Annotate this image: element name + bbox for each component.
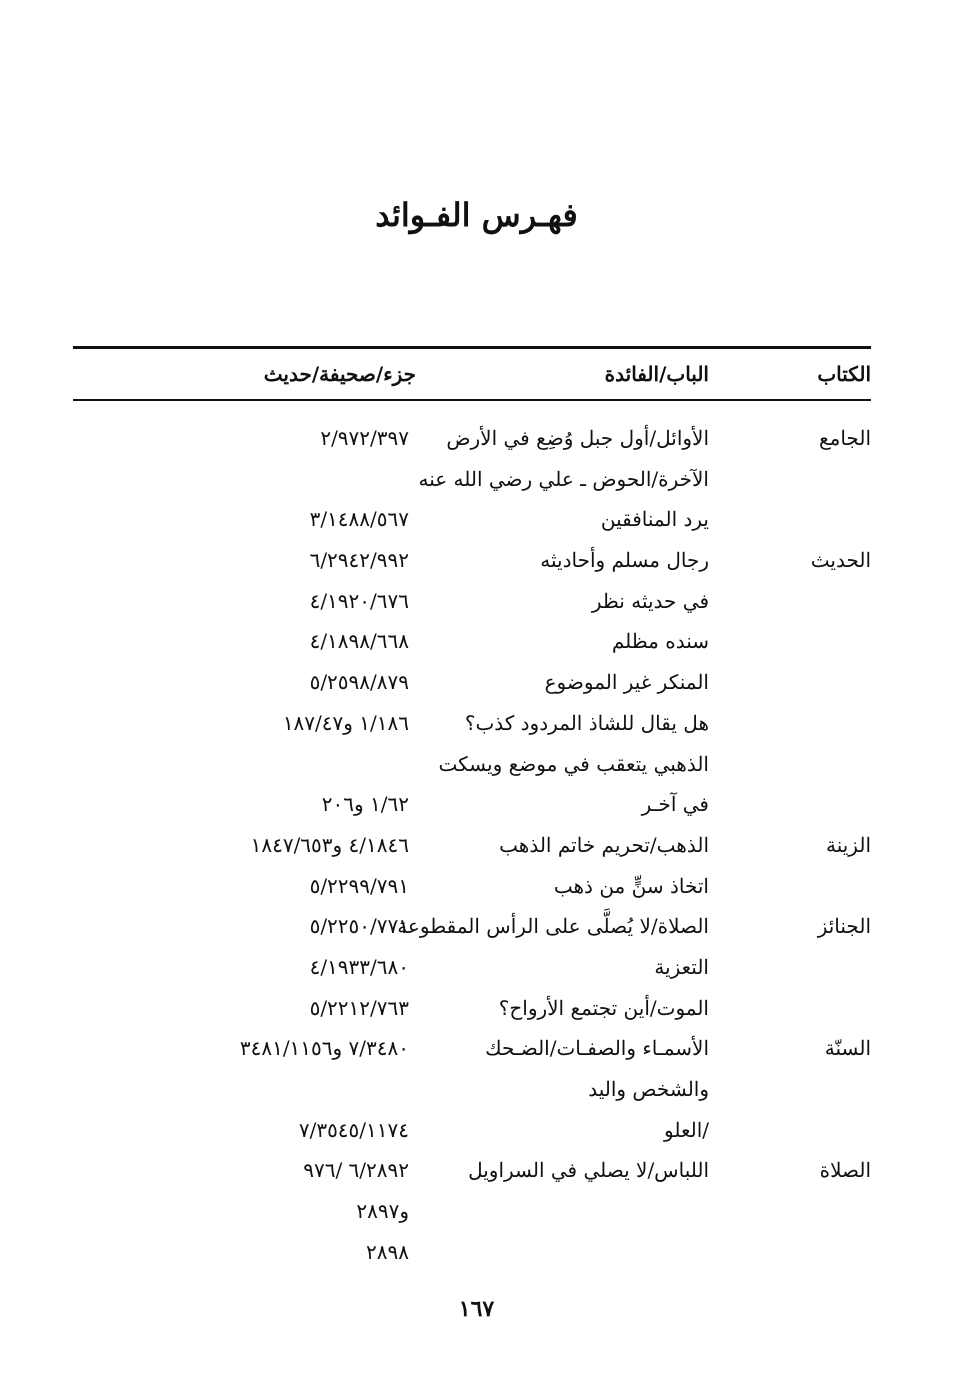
row-ref: ٦/٢٩٤٢/٩٩٢ [309, 548, 409, 573]
header-ref: جزء/صحيفة/حديث [263, 362, 416, 386]
table-row [73, 988, 871, 1029]
row-book: الصلاة [819, 1158, 871, 1183]
table-row [73, 784, 871, 825]
row-ref: ٣/١٤٨٨/٥٦٧ [309, 507, 409, 532]
row-topic: الأسمـاء والصفـات/الضـحك [485, 1036, 709, 1061]
row-topic: اتخاذ سنٍّ من ذهب [553, 873, 709, 898]
row-topic: الصلاة/لا يُصلَّى على الرأس المقطوعة [397, 914, 709, 939]
table-row [73, 581, 871, 622]
table-row [73, 744, 871, 785]
row-ref: ٤/١٩٣٣/٦٨٠ [309, 954, 409, 979]
table-row [73, 947, 871, 988]
table-row [73, 866, 871, 907]
table-row [73, 540, 871, 581]
row-ref: ١/١٨٦ و١٨٧/٤٧ [282, 710, 409, 735]
row-topic: الذهبي يتعقب في موضع ويسكت [438, 751, 709, 776]
table-row [73, 703, 871, 744]
table-row [73, 1028, 871, 1069]
page-title: فهـرس الفـوائد [375, 196, 578, 234]
row-topic: في آخـر [641, 792, 709, 817]
row-ref: ١/٦٢ و٢٠٦ [321, 792, 409, 817]
table-row [73, 662, 871, 703]
row-book: الجنائز [817, 914, 871, 939]
row-topic: اللباس/لا يصلي في السراويل [468, 1158, 709, 1183]
row-book: الزينة [825, 832, 871, 857]
table-row [73, 1191, 871, 1232]
table-row [73, 621, 871, 662]
row-book: السنّة [824, 1036, 871, 1061]
row-topic: الذهب/تحريم خاتم الذهب [499, 832, 709, 857]
row-ref: ٥/٢٢٥٠/٧٧١ [309, 914, 409, 939]
table-row [73, 499, 871, 540]
table-row [73, 825, 871, 866]
row-ref: ٧/٣٤٨٠ و٣٤٨١/١١٥٦ [239, 1036, 409, 1061]
row-topic: الآخرة/الحوض ـ علي رضي الله عنه [418, 466, 709, 491]
row-topic: سنده مظلم [611, 629, 709, 654]
table-body [73, 418, 871, 1272]
table-row [73, 906, 871, 947]
row-topic: رجال مسلم وأحاديثه [540, 548, 709, 573]
table-top-rule [73, 346, 871, 349]
row-topic: في حديثه نظر [591, 588, 709, 613]
row-book: الحديث [810, 548, 871, 573]
row-topic: يرد المنافقين [600, 507, 709, 532]
table-row [73, 1110, 871, 1151]
row-topic: التعزية [654, 954, 709, 979]
row-topic: هل يقال للشاذ المردود كذب؟ [464, 710, 709, 735]
table-row [73, 418, 871, 459]
header-book: الكتاب [817, 362, 871, 386]
row-topic: والشخص واليد [588, 1077, 709, 1101]
row-topic: /العلو [664, 1117, 709, 1142]
row-ref: ٤/١٨٩٨/٦٦٨ [309, 629, 409, 654]
row-topic: المنكر غير الموضوع [544, 670, 709, 695]
header-topic: الباب/الفائدة [604, 362, 709, 386]
table-header [73, 352, 871, 396]
table-row [73, 1232, 871, 1273]
page-number: ١٦٧ [458, 1296, 495, 1322]
table-row [73, 1150, 871, 1191]
table-header-rule [73, 399, 871, 401]
table-row [73, 459, 871, 500]
row-ref: ٤/١٨٤٦ و١٨٤٧/٦٥٣ [250, 832, 409, 857]
row-ref: ٢٨٩٨ [366, 1239, 409, 1264]
row-ref: ٧/٣٥٤٥/١١٧٤ [298, 1117, 409, 1142]
row-ref: ٦/٢٨٩٢ /٩٧٦ [303, 1158, 409, 1183]
row-topic: الأوائل/أول جبل وُضِع في الأرض [446, 426, 709, 450]
row-ref: ٢/٩٧٢/٣٩٧ [320, 426, 409, 450]
row-ref: ٥/٢٥٩٨/٨٧٩ [309, 670, 409, 695]
row-book: الجامع [818, 426, 871, 450]
row-ref: ٤/١٩٢٠/٦٧٦ [309, 588, 409, 613]
row-ref: و٢٨٩٧ [356, 1199, 409, 1224]
row-ref: ٥/٢٢٩٩/٧٩١ [309, 873, 409, 898]
row-topic: الموت/أين تجتمع الأرواح؟ [498, 995, 709, 1020]
row-ref: ٥/٢٢١٢/٧٦٣ [309, 995, 409, 1020]
table-row [73, 1069, 871, 1110]
